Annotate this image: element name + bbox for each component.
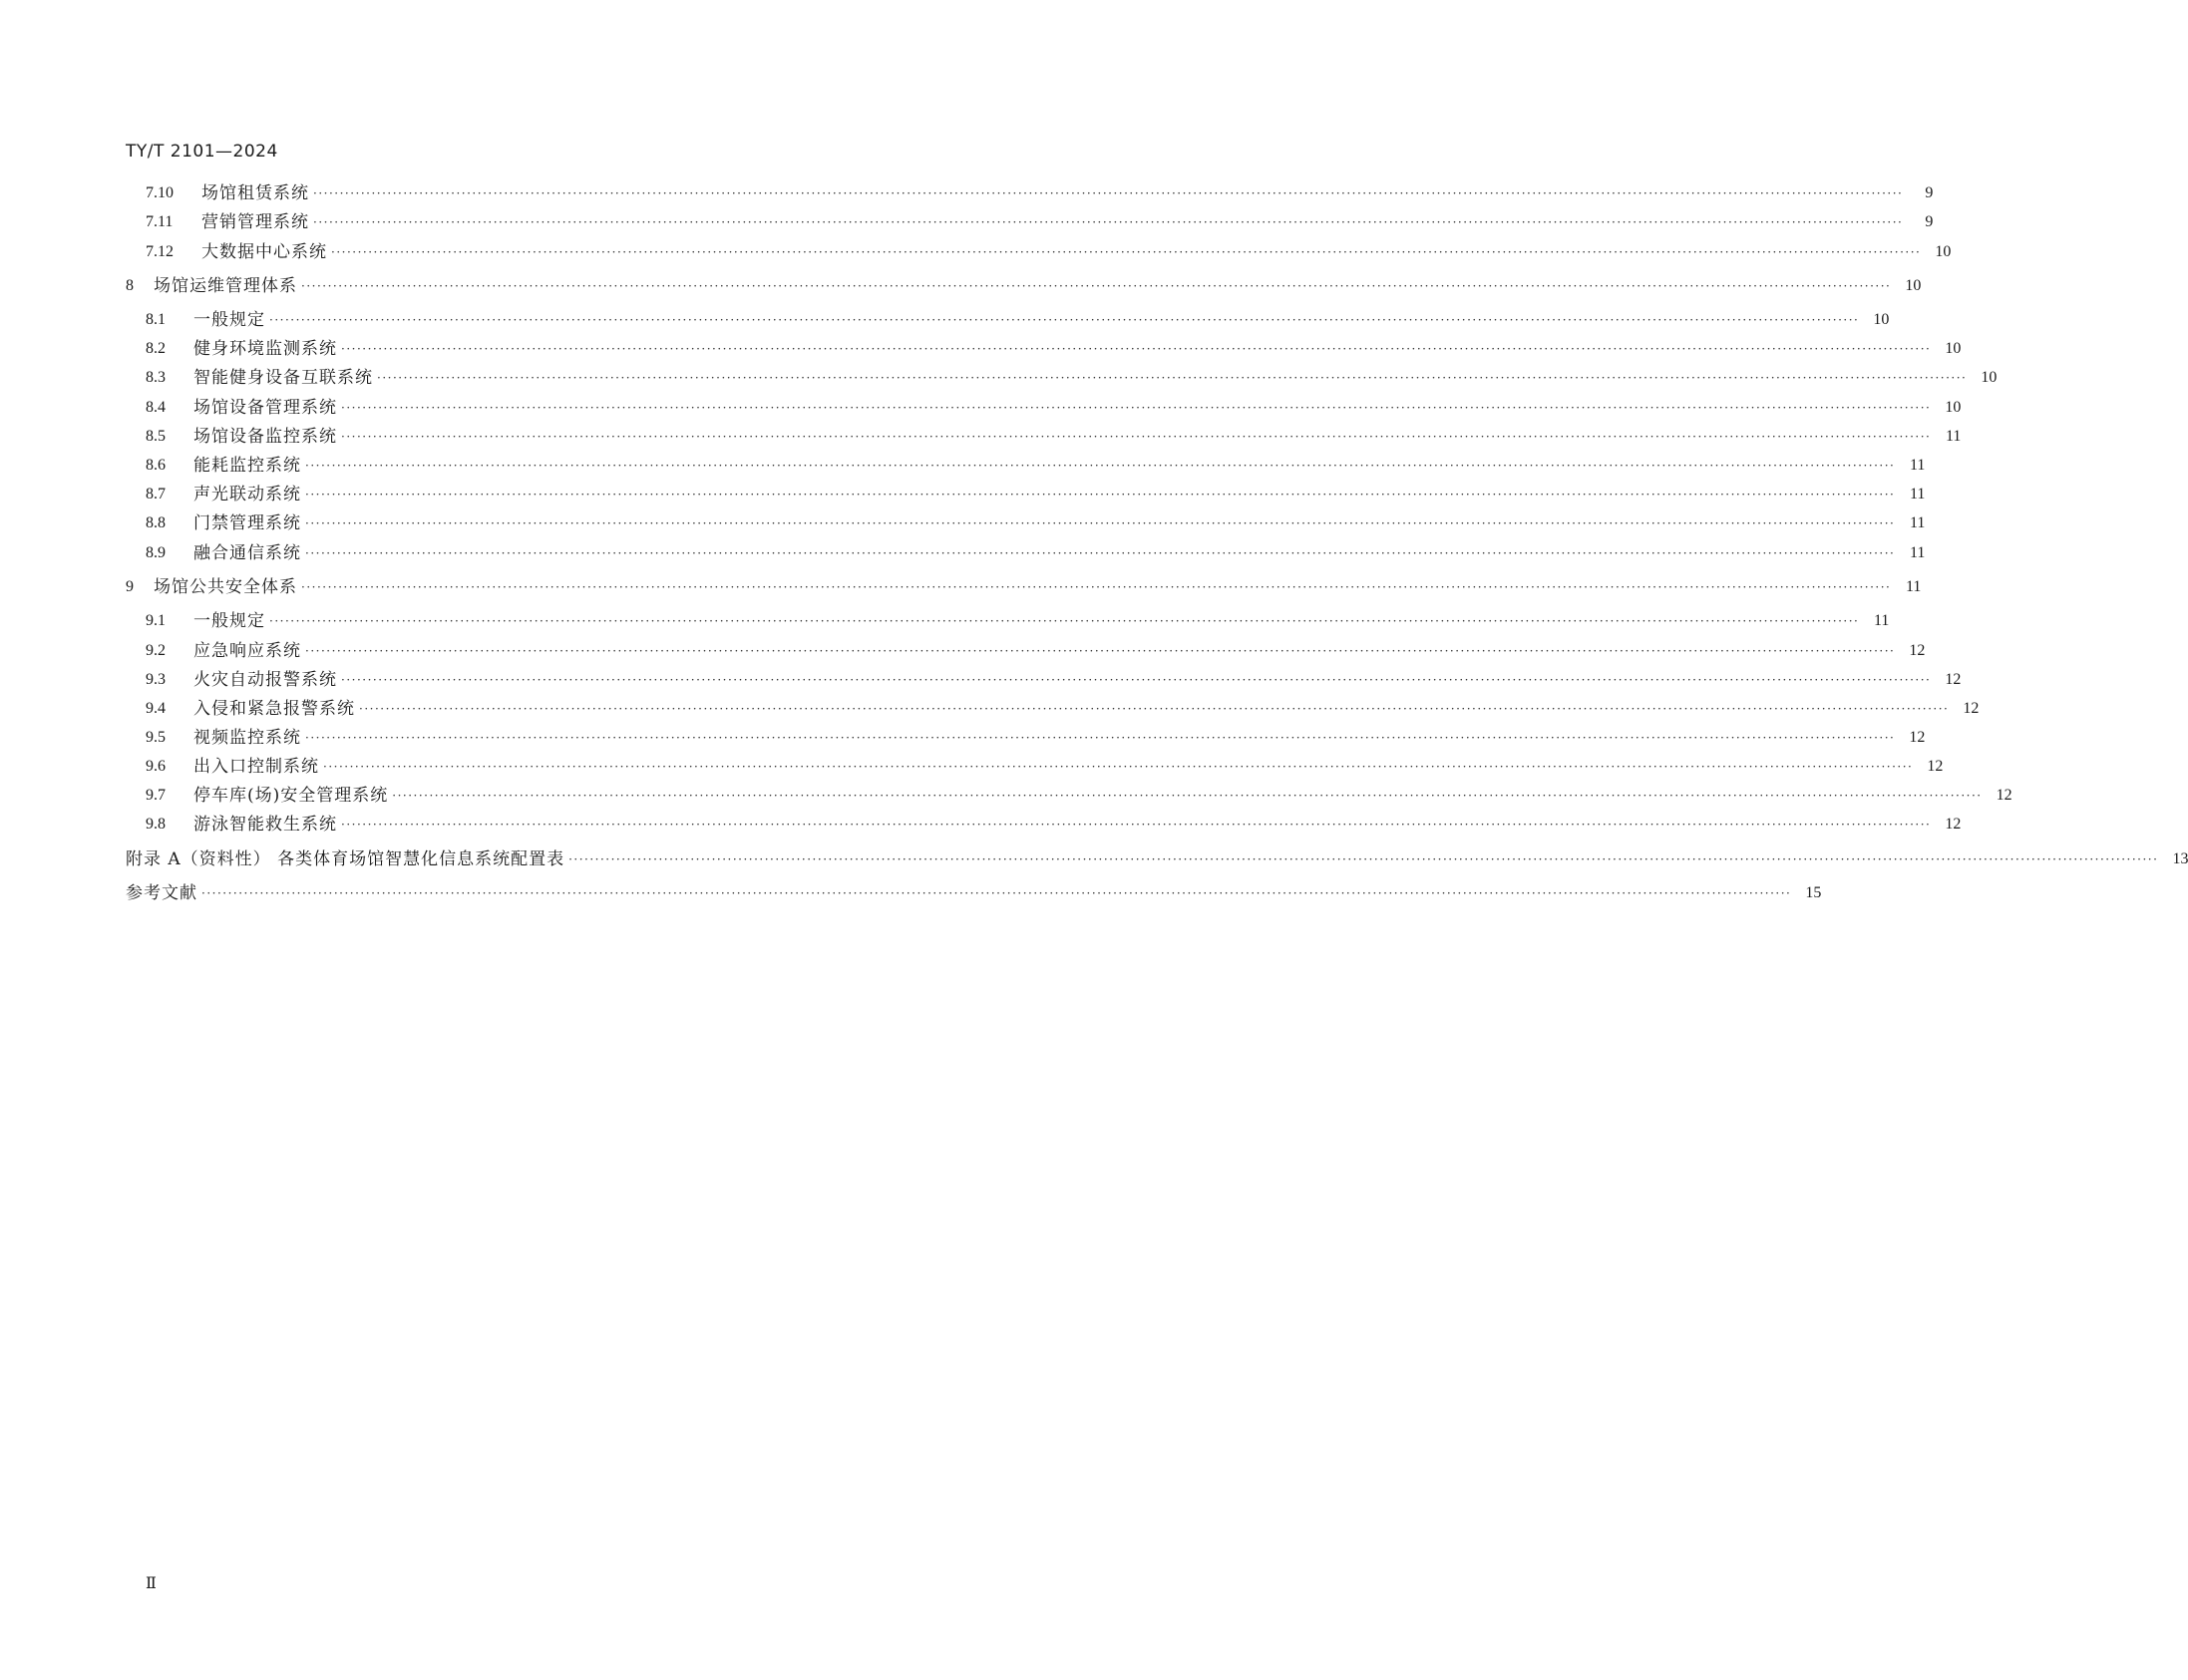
toc-page-number: 9 <box>1925 184 1934 201</box>
toc-number: 8.9 <box>146 544 166 561</box>
toc-number: 8.5 <box>146 428 166 445</box>
toc-page-number: 11 <box>1909 457 1926 474</box>
dot-leader: ············································································································································································································································································································ <box>305 488 1896 502</box>
toc-title: 火灾自动报警系统 <box>193 670 337 690</box>
toc-title: 大数据中心系统 <box>201 242 327 262</box>
dot-leader: ············································································································································································································································································································ <box>341 401 1932 415</box>
toc-title: 门禁管理系统 <box>193 513 301 533</box>
toc-title: 声光联动系统 <box>193 485 301 504</box>
toc-entry[interactable] <box>126 667 1962 693</box>
dot-leader: ············································································································································································································································································································ <box>341 342 1932 356</box>
dot-leader: ············································································································································································································································································································ <box>305 731 1896 745</box>
dot-leader: ············································································································································································································································································································ <box>269 313 1860 327</box>
dot-leader: ············································································································································································································································································································ <box>313 215 1904 229</box>
toc-entry[interactable] <box>126 846 2188 872</box>
dot-leader: ············································································································································································································································································································ <box>301 279 1892 293</box>
toc-title: 应急响应系统 <box>193 641 301 661</box>
toc-title: 健身环境监测系统 <box>193 339 337 359</box>
dot-leader: ············································································································································································································································································································ <box>377 371 1968 385</box>
toc-page-number: 12 <box>1909 642 1926 659</box>
toc-page-number: 12 <box>1909 729 1926 746</box>
toc-number: 9 <box>126 578 134 595</box>
toc-number: 9.7 <box>146 787 166 804</box>
toc-title: 场馆设备监控系统 <box>193 427 337 447</box>
dot-leader: ············································································································································································································································································································ <box>313 186 1904 200</box>
toc-page-number: 10 <box>1981 369 1998 386</box>
toc-number: 8.4 <box>146 399 166 416</box>
toc-page-number: 12 <box>1945 671 1962 688</box>
toc-page-number: 11 <box>1909 486 1926 503</box>
dot-leader: ············································································································································································································································································································ <box>323 760 1914 774</box>
toc-entry[interactable] <box>126 754 1944 780</box>
toc-entry[interactable] <box>126 336 1962 362</box>
toc-title: 场馆运维管理体系 <box>154 276 297 296</box>
toc-title: 融合通信系统 <box>193 543 301 563</box>
toc-entry[interactable] <box>126 209 1934 235</box>
toc-number: 9.5 <box>146 729 166 746</box>
toc-title: 停车库(场)安全管理系统 <box>193 786 389 806</box>
toc-page-number: 12 <box>1927 758 1944 775</box>
toc-entry[interactable] <box>126 638 1926 664</box>
toc-entry[interactable] <box>126 608 1890 634</box>
toc-entry[interactable] <box>126 180 1934 206</box>
toc-number: 8.2 <box>146 340 166 357</box>
toc-number: 9.6 <box>146 758 166 775</box>
toc-title: 游泳智能救生系统 <box>193 815 337 835</box>
dot-leader: ············································································································································································································································································································ <box>305 459 1896 473</box>
doc-code: TY/T 2101—2024 <box>126 142 278 162</box>
dot-leader: ············································································································································································································································································································ <box>341 818 1932 832</box>
toc-entry[interactable] <box>126 482 1926 507</box>
toc-number: 8.7 <box>146 486 166 503</box>
toc-page-number: 11 <box>1909 514 1926 531</box>
dot-leader: ············································································································································································································································································································ <box>568 852 2159 866</box>
toc-title: 场馆租赁系统 <box>201 183 309 203</box>
toc-entry[interactable] <box>126 696 1980 722</box>
table-of-contents <box>126 0 2188 1680</box>
toc-number: 7.12 <box>146 243 174 260</box>
toc-entry[interactable] <box>126 307 1890 333</box>
toc-entry[interactable] <box>126 395 1962 421</box>
dot-leader: ············································································································································································································································································································ <box>359 702 1950 716</box>
toc-page-number: 15 <box>1805 884 1822 901</box>
toc-number: 9.1 <box>146 612 166 629</box>
toc-number: 8.3 <box>146 369 166 386</box>
toc-number: 8.1 <box>146 311 166 328</box>
dot-leader: ············································································································································································································································································································ <box>392 789 1983 803</box>
toc-title: 一般规定 <box>193 611 265 631</box>
toc-entry[interactable] <box>126 453 1926 479</box>
toc-page-number: 10 <box>1945 399 1962 416</box>
toc-number: 9.4 <box>146 700 166 717</box>
toc-entry[interactable] <box>126 365 1998 391</box>
dot-leader: ············································································································································································································································································································ <box>341 430 1932 444</box>
toc-page-number: 10 <box>1935 243 1952 260</box>
toc-entry[interactable] <box>126 574 1922 600</box>
toc-title: 场馆设备管理系统 <box>193 398 337 418</box>
toc-number: 9.8 <box>146 816 166 833</box>
toc-number: 9.2 <box>146 642 166 659</box>
toc-page-number: 9 <box>1925 213 1934 230</box>
toc-page-number: 10 <box>1905 277 1922 294</box>
toc-page-number: 11 <box>1909 544 1926 561</box>
toc-entry[interactable] <box>126 239 1952 265</box>
toc-number: 7.10 <box>146 184 174 201</box>
toc-page-number: 11 <box>1873 612 1890 629</box>
dot-leader: ············································································································································································································································································································ <box>341 673 1932 687</box>
toc-page-number: 12 <box>1963 700 1980 717</box>
toc-title: 一般规定 <box>193 310 265 330</box>
toc-page-number: 10 <box>1873 311 1890 328</box>
toc-entry[interactable] <box>126 812 1962 838</box>
toc-number: 7.11 <box>146 213 174 230</box>
toc-title: 参考文献 <box>126 883 197 903</box>
toc-title: 出入口控制系统 <box>193 757 319 777</box>
toc-entry[interactable] <box>126 273 1922 299</box>
toc-page-number: 10 <box>1945 340 1962 357</box>
toc-entry[interactable] <box>126 510 1926 536</box>
toc-title: 视频监控系统 <box>193 728 301 748</box>
toc-page-number: 11 <box>1945 428 1962 445</box>
toc-number: 8.8 <box>146 514 166 531</box>
toc-number: 8 <box>126 277 134 294</box>
toc-number: 9.3 <box>146 671 166 688</box>
toc-entry[interactable] <box>126 725 1926 751</box>
toc-title: 入侵和紧急报警系统 <box>193 699 355 719</box>
dot-leader: ············································································································································································································································································································ <box>305 516 1896 530</box>
dot-leader: ············································································································································································································································································································ <box>201 886 1792 900</box>
page-number: Ⅱ <box>146 1575 157 1592</box>
dot-leader: ············································································································································································································································································································ <box>305 644 1896 658</box>
toc-page-number: 12 <box>1996 787 2012 804</box>
toc-title: 附录 A（资料性） 各类体育场馆智慧化信息系统配置表 <box>126 849 565 869</box>
toc-page-number: 11 <box>1905 578 1922 595</box>
toc-title: 智能健身设备互联系统 <box>193 368 373 388</box>
toc-title: 营销管理系统 <box>201 212 309 232</box>
toc-entry[interactable] <box>126 424 1962 450</box>
toc-page-number: 12 <box>1945 816 1962 833</box>
toc-entry[interactable] <box>126 783 2012 809</box>
dot-leader: ············································································································································································································································································································ <box>305 546 1896 560</box>
toc-entry[interactable] <box>126 880 1822 906</box>
toc-number: 8.6 <box>146 457 166 474</box>
dot-leader: ············································································································································································································································································································ <box>269 614 1860 628</box>
toc-title: 能耗监控系统 <box>193 456 301 476</box>
toc-page-number: 13 <box>2172 850 2188 867</box>
toc-title: 场馆公共安全体系 <box>154 577 297 597</box>
toc-entry[interactable] <box>126 540 1926 566</box>
dot-leader: ············································································································································································································································································································ <box>301 580 1892 594</box>
dot-leader: ············································································································································································································································································································ <box>331 245 1922 259</box>
